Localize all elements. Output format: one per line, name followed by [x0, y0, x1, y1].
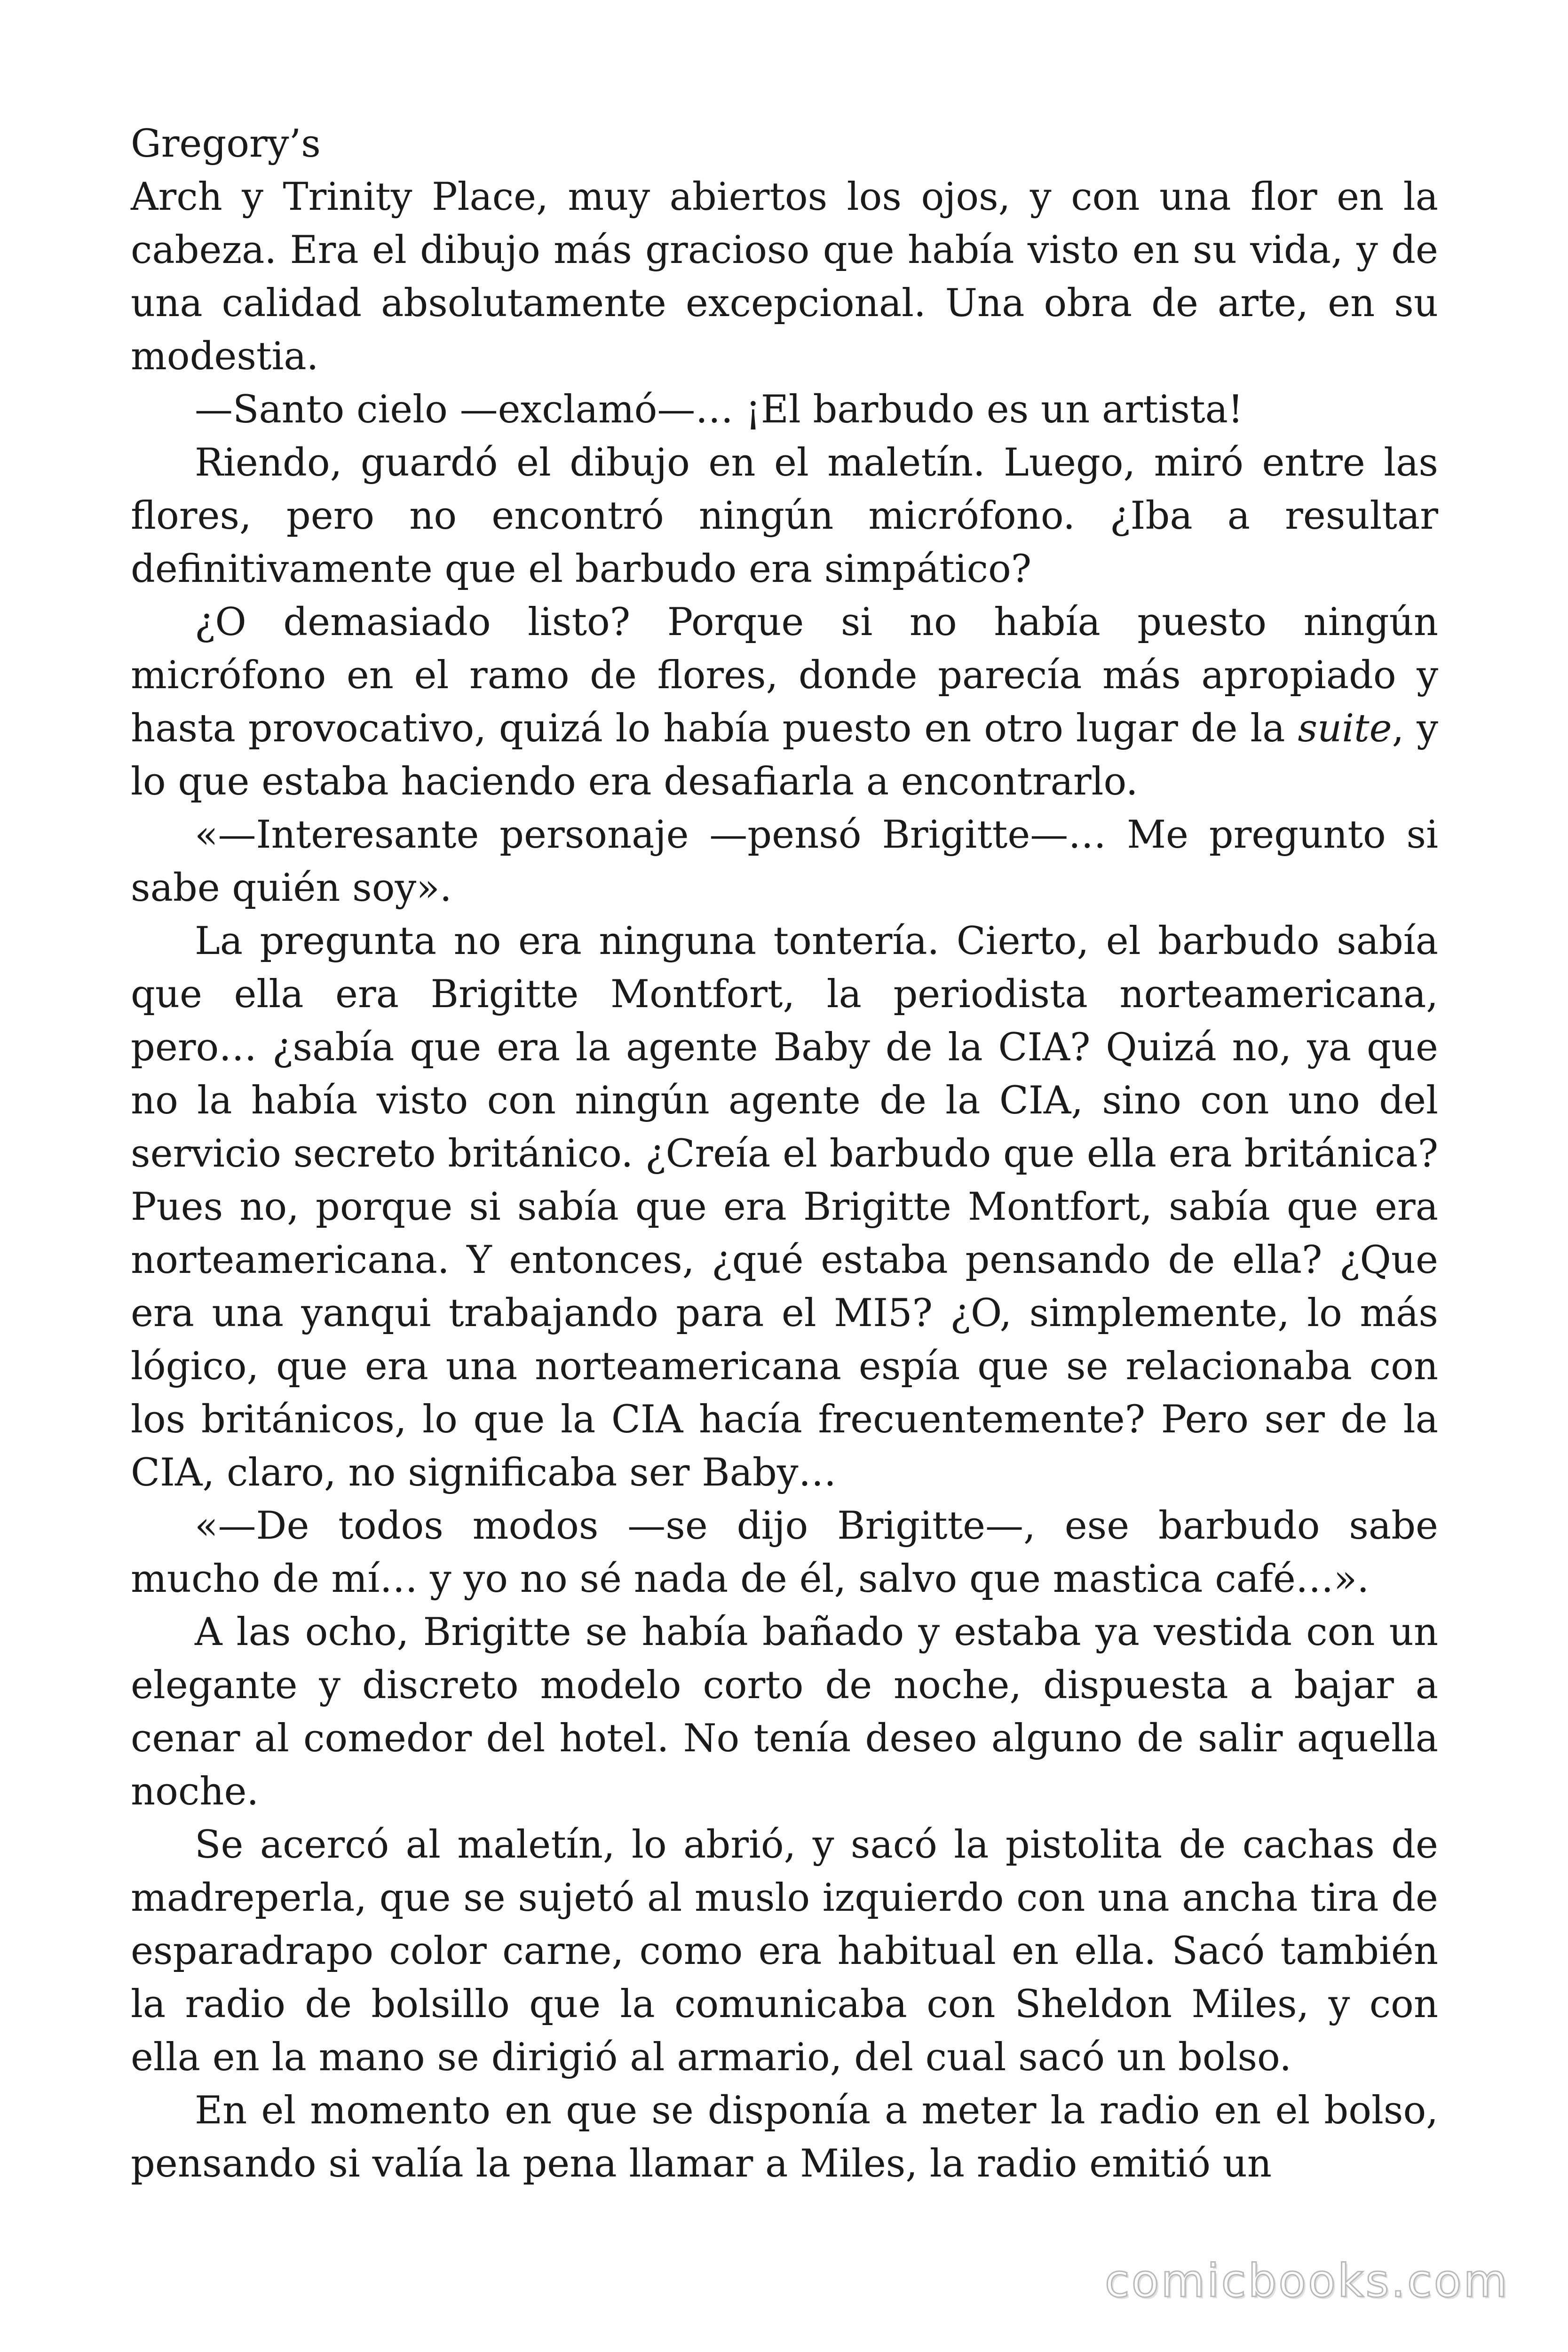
paragraph: «—De todos modos —se dijo Brigitte—, ese barbudo sabe mucho de mí… y yo no sé nada de él, salvo que mastica café…». — [131, 1504, 1438, 1601]
paragraph-text: , y lo que estaba haciendo era desafiarla a encontrarlo. — [131, 707, 1438, 804]
watermark-logo: comicbooks.com — [1104, 2255, 1509, 2307]
paragraph-text: Arch y Trinity Place, muy abiertos los ojos, y con una flor en la cabeza. Era el dibujo más gracioso que había visto en su vida, y de una calidad absolutamente excepcional. Una obra de arte, en su modestia. — [131, 175, 1438, 379]
paragraph-fragment: Gregory’s — [131, 122, 321, 166]
paragraph: En el momento en que se disponía a meter la radio en el bolso, pensando si valía la pena llamar a Miles, la radio emitió un — [131, 2089, 1438, 2186]
italic-word: suite — [1298, 707, 1392, 751]
paragraph: A las ocho, Brigitte se había bañado y estaba ya vestida con un elegante y discreto modelo corto de noche, dispuesta a bajar a cenar al comedor del hotel. No tenía deseo alguno de salir aquella noche. — [131, 1610, 1438, 1814]
paragraph-text: ¿O demasiado listo? Porque si no había puesto ningún micrófono en el ramo de flores, donde parecía más apropiado y hasta provocativo, quizá lo había puesto en otro lugar de la — [131, 600, 1438, 751]
paragraph — [131, 118, 1438, 383]
paragraph: La pregunta no era ninguna tontería. Cierto, el barbudo sabía que ella era Brigitte Montfort, la periodista norteamericana, pero… ¿sabía que era la agente Baby de la CIA? Quizá no, ya que no la había visto con ningún agente de la CIA, sino con uno del servicio secreto británico. ¿Creía el barbudo que ella era británica? Pues no, porque si sabía que era Brigitte Montfort, sabía que era norteamericana. Y entonces, ¿qué estaba pensando de ella? ¿Que era una yanqui trabajando para el MI5? ¿O, simplemente, lo más lógico, que era una norteamericana espía que se relacionaba con los británicos, lo que la CIA hacía frecuentemente? Pero ser de la CIA, claro, no significaba ser Baby… — [131, 919, 1438, 1495]
paragraph: Se acercó al maletín, lo abrió, y sacó la pistolita de cachas de madreperla, que se sujetó al muslo izquierdo con una ancha tira de esparadrapo color carne, como era habitual en ella. Sacó también la radio de bolsillo que la comunicaba con Sheldon Miles, y con ella en la mano se dirigió al armario, del cual sacó un bolso. — [131, 1823, 1438, 2080]
paragraph: Riendo, guardó el dibujo en el maletín. Luego, miró entre las flores, pero no encontró ningún micrófono. ¿Iba a resultar definitivamente que el barbudo era simpático? — [131, 441, 1438, 591]
paragraph: «—Interesante personaje —pensó Brigitte—… Me pregunto si sabe quién soy». — [131, 813, 1438, 910]
paragraph — [131, 596, 1438, 809]
page-body — [131, 118, 1438, 2191]
paragraph: —Santo cielo —exclamó—… ¡El barbudo es un artista! — [195, 388, 1243, 432]
